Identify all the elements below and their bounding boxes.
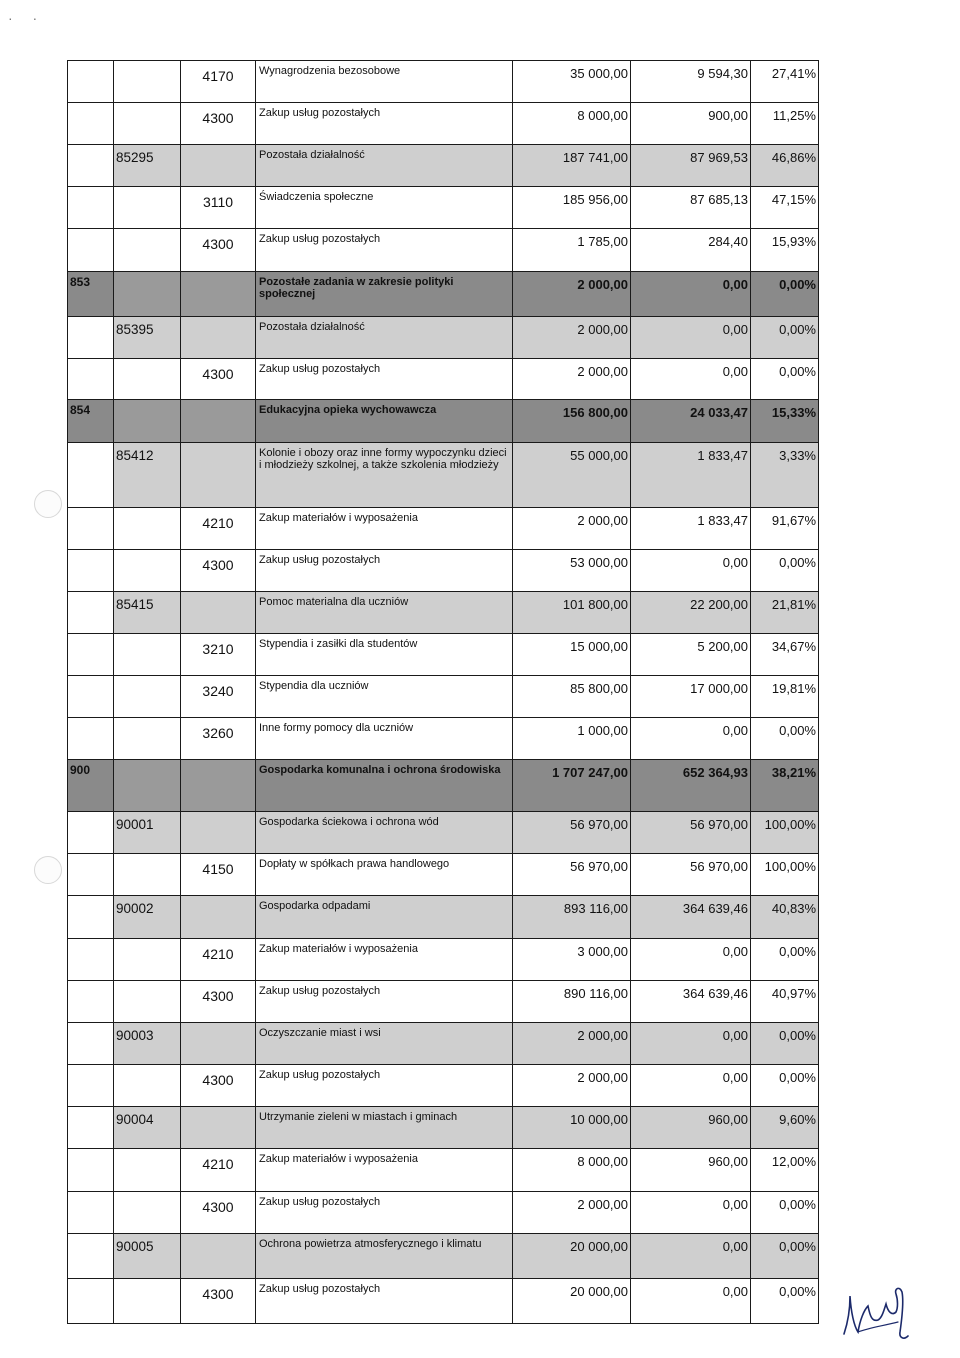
plan-amount-cell: 187 741,00 (513, 145, 631, 187)
table-row (68, 981, 819, 1023)
paragraf-cell: 4300 (181, 1192, 256, 1234)
dzial-cell (68, 1107, 114, 1149)
plan-amount-cell: 20 000,00 (513, 1279, 631, 1324)
dzial-cell (68, 981, 114, 1023)
execution-amount-cell: 900,00 (631, 103, 751, 145)
rozdzial-cell (114, 400, 181, 443)
budget-table-body (68, 61, 819, 1324)
paragraf-cell: 4170 (181, 61, 256, 103)
description-cell: Kolonie i obozy oraz inne formy wypoczynku dzieci i młodzieży szkolnej, a także szkolenia młodzieży (256, 443, 513, 508)
rozdzial-cell (114, 229, 181, 272)
table-row (68, 760, 819, 812)
execution-amount-cell: 0,00 (631, 939, 751, 981)
description-cell: Ochrona powietrza atmosferycznego i klimatu (256, 1234, 513, 1279)
execution-amount-cell: 0,00 (631, 317, 751, 359)
rozdzial-cell: 90003 (114, 1023, 181, 1065)
rozdzial-cell (114, 854, 181, 896)
paragraf-cell: 4300 (181, 359, 256, 400)
table-row (68, 145, 819, 187)
paragraf-cell (181, 896, 256, 939)
table-row (68, 103, 819, 145)
table-row (68, 550, 819, 592)
dzial-cell: 853 (68, 272, 114, 317)
dzial-cell (68, 634, 114, 676)
dzial-cell (68, 1149, 114, 1192)
dzial-cell (68, 187, 114, 229)
paragraf-cell (181, 760, 256, 812)
paragraf-cell (181, 1107, 256, 1149)
plan-amount-cell: 2 000,00 (513, 272, 631, 317)
plan-amount-cell: 20 000,00 (513, 1234, 631, 1279)
plan-amount-cell: 56 970,00 (513, 854, 631, 896)
rozdzial-cell (114, 1149, 181, 1192)
description-cell: Zakup materiałów i wyposażenia (256, 508, 513, 550)
plan-amount-cell: 3 000,00 (513, 939, 631, 981)
description-cell: Zakup materiałów i wyposażenia (256, 939, 513, 981)
table-row (68, 676, 819, 718)
plan-amount-cell: 10 000,00 (513, 1107, 631, 1149)
execution-amount-cell: 364 639,46 (631, 896, 751, 939)
description-cell: Pozostała działalność (256, 317, 513, 359)
percent-cell: 38,21% (751, 760, 819, 812)
description-cell: Gospodarka komunalna i ochrona środowiska (256, 760, 513, 812)
plan-amount-cell: 2 000,00 (513, 317, 631, 359)
description-cell: Gospodarka ściekowa i ochrona wód (256, 812, 513, 854)
table-row (68, 1192, 819, 1234)
rozdzial-cell (114, 359, 181, 400)
handwritten-signature (838, 1282, 916, 1344)
plan-amount-cell: 185 956,00 (513, 187, 631, 229)
paragraf-cell: 4210 (181, 939, 256, 981)
execution-amount-cell: 0,00 (631, 718, 751, 760)
plan-amount-cell: 1 707 247,00 (513, 760, 631, 812)
rozdzial-cell (114, 634, 181, 676)
execution-amount-cell: 1 833,47 (631, 443, 751, 508)
paragraf-cell (181, 1023, 256, 1065)
rozdzial-cell (114, 1065, 181, 1107)
rozdzial-cell: 90001 (114, 812, 181, 854)
dzial-cell (68, 592, 114, 634)
description-cell: Pomoc materialna dla uczniów (256, 592, 513, 634)
dzial-cell (68, 103, 114, 145)
dzial-cell (68, 145, 114, 187)
dzial-cell (68, 718, 114, 760)
percent-cell: 34,67% (751, 634, 819, 676)
execution-amount-cell: 0,00 (631, 1065, 751, 1107)
percent-cell: 0,00% (751, 718, 819, 760)
percent-cell: 15,93% (751, 229, 819, 272)
table-row (68, 634, 819, 676)
rozdzial-cell (114, 1279, 181, 1324)
rozdzial-cell: 90002 (114, 896, 181, 939)
description-cell: Wynagrodzenia bezosobowe (256, 61, 513, 103)
percent-cell: 0,00% (751, 1065, 819, 1107)
plan-amount-cell: 2 000,00 (513, 1192, 631, 1234)
plan-amount-cell: 2 000,00 (513, 359, 631, 400)
table-row (68, 317, 819, 359)
table-row (68, 1279, 819, 1324)
paragraf-cell: 4210 (181, 508, 256, 550)
paragraf-cell: 4300 (181, 1065, 256, 1107)
percent-cell: 100,00% (751, 854, 819, 896)
plan-amount-cell: 56 970,00 (513, 812, 631, 854)
paragraf-cell: 3240 (181, 676, 256, 718)
percent-cell: 0,00% (751, 317, 819, 359)
rozdzial-cell (114, 939, 181, 981)
description-cell: Zakup usług pozostałych (256, 1065, 513, 1107)
paragraf-cell: 4300 (181, 550, 256, 592)
budget-table (67, 60, 819, 1324)
execution-amount-cell: 0,00 (631, 1234, 751, 1279)
rozdzial-cell (114, 676, 181, 718)
dzial-cell (68, 317, 114, 359)
plan-amount-cell: 101 800,00 (513, 592, 631, 634)
rozdzial-cell (114, 550, 181, 592)
paragraf-cell: 4150 (181, 854, 256, 896)
dzial-cell (68, 1234, 114, 1279)
execution-amount-cell: 5 200,00 (631, 634, 751, 676)
paragraf-cell: 4300 (181, 981, 256, 1023)
rozdzial-cell (114, 187, 181, 229)
plan-amount-cell: 55 000,00 (513, 443, 631, 508)
punch-hole-top (34, 490, 62, 518)
rozdzial-cell: 85395 (114, 317, 181, 359)
table-row (68, 718, 819, 760)
paragraf-cell (181, 400, 256, 443)
table-row (68, 1023, 819, 1065)
percent-cell: 0,00% (751, 359, 819, 400)
paragraf-cell: 3260 (181, 718, 256, 760)
execution-amount-cell: 0,00 (631, 272, 751, 317)
paragraf-cell (181, 272, 256, 317)
plan-amount-cell: 8 000,00 (513, 103, 631, 145)
dzial-cell (68, 1023, 114, 1065)
dzial-cell (68, 676, 114, 718)
description-cell: Zakup usług pozostałych (256, 550, 513, 592)
description-cell: Zakup usług pozostałych (256, 1192, 513, 1234)
table-row (68, 272, 819, 317)
percent-cell: 0,00% (751, 1234, 819, 1279)
rozdzial-cell: 90005 (114, 1234, 181, 1279)
plan-amount-cell: 85 800,00 (513, 676, 631, 718)
rozdzial-cell (114, 981, 181, 1023)
plan-amount-cell: 53 000,00 (513, 550, 631, 592)
dzial-cell (68, 896, 114, 939)
table-row (68, 896, 819, 939)
plan-amount-cell: 15 000,00 (513, 634, 631, 676)
table-row (68, 508, 819, 550)
paragraf-cell: 4300 (181, 229, 256, 272)
punch-hole-bottom (34, 856, 62, 884)
rozdzial-cell: 85415 (114, 592, 181, 634)
dzial-cell (68, 550, 114, 592)
dzial-cell (68, 508, 114, 550)
scan-specks: · · (8, 10, 46, 26)
plan-amount-cell: 893 116,00 (513, 896, 631, 939)
description-cell: Pozostała działalność (256, 145, 513, 187)
description-cell: Świadczenia społeczne (256, 187, 513, 229)
percent-cell: 0,00% (751, 939, 819, 981)
plan-amount-cell: 8 000,00 (513, 1149, 631, 1192)
plan-amount-cell: 2 000,00 (513, 508, 631, 550)
percent-cell: 91,67% (751, 508, 819, 550)
paragraf-cell: 4210 (181, 1149, 256, 1192)
table-row (68, 592, 819, 634)
percent-cell: 9,60% (751, 1107, 819, 1149)
paragraf-cell: 3110 (181, 187, 256, 229)
dzial-cell (68, 443, 114, 508)
rozdzial-cell: 90004 (114, 1107, 181, 1149)
description-cell: Zakup usług pozostałych (256, 359, 513, 400)
percent-cell: 19,81% (751, 676, 819, 718)
rozdzial-cell: 85412 (114, 443, 181, 508)
plan-amount-cell: 156 800,00 (513, 400, 631, 443)
execution-amount-cell: 960,00 (631, 1107, 751, 1149)
execution-amount-cell: 960,00 (631, 1149, 751, 1192)
percent-cell: 11,25% (751, 103, 819, 145)
paragraf-cell (181, 1234, 256, 1279)
percent-cell: 0,00% (751, 1023, 819, 1065)
execution-amount-cell: 284,40 (631, 229, 751, 272)
percent-cell: 0,00% (751, 550, 819, 592)
execution-amount-cell: 652 364,93 (631, 760, 751, 812)
execution-amount-cell: 22 200,00 (631, 592, 751, 634)
execution-amount-cell: 56 970,00 (631, 854, 751, 896)
table-row (68, 1107, 819, 1149)
percent-cell: 3,33% (751, 443, 819, 508)
description-cell: Zakup usług pozostałych (256, 981, 513, 1023)
table-row (68, 229, 819, 272)
percent-cell: 15,33% (751, 400, 819, 443)
table-row (68, 359, 819, 400)
execution-amount-cell: 1 833,47 (631, 508, 751, 550)
description-cell: Gospodarka odpadami (256, 896, 513, 939)
dzial-cell (68, 229, 114, 272)
rozdzial-cell (114, 508, 181, 550)
dzial-cell (68, 939, 114, 981)
percent-cell: 12,00% (751, 1149, 819, 1192)
execution-amount-cell: 87 685,13 (631, 187, 751, 229)
rozdzial-cell (114, 760, 181, 812)
description-cell: Zakup usług pozostałych (256, 229, 513, 272)
description-cell: Edukacyjna opieka wychowawcza (256, 400, 513, 443)
table-row (68, 400, 819, 443)
table-row (68, 854, 819, 896)
percent-cell: 0,00% (751, 1279, 819, 1324)
paragraf-cell (181, 812, 256, 854)
dzial-cell (68, 812, 114, 854)
table-row (68, 443, 819, 508)
paragraf-cell (181, 317, 256, 359)
table-row (68, 1234, 819, 1279)
percent-cell: 40,97% (751, 981, 819, 1023)
table-row (68, 187, 819, 229)
rozdzial-cell (114, 61, 181, 103)
plan-amount-cell: 35 000,00 (513, 61, 631, 103)
rozdzial-cell (114, 1192, 181, 1234)
paragraf-cell (181, 443, 256, 508)
percent-cell: 47,15% (751, 187, 819, 229)
plan-amount-cell: 2 000,00 (513, 1023, 631, 1065)
execution-amount-cell: 0,00 (631, 550, 751, 592)
description-cell: Utrzymanie zieleni w miastach i gminach (256, 1107, 513, 1149)
rozdzial-cell (114, 718, 181, 760)
dzial-cell (68, 854, 114, 896)
description-cell: Pozostałe zadania w zakresie polityki społecznej (256, 272, 513, 317)
dzial-cell: 900 (68, 760, 114, 812)
description-cell: Zakup materiałów i wyposażenia (256, 1149, 513, 1192)
description-cell: Stypendia i zasiłki dla studentów (256, 634, 513, 676)
table-row (68, 61, 819, 103)
execution-amount-cell: 0,00 (631, 1192, 751, 1234)
description-cell: Stypendia dla uczniów (256, 676, 513, 718)
execution-amount-cell: 0,00 (631, 1279, 751, 1324)
percent-cell: 0,00% (751, 1192, 819, 1234)
percent-cell: 40,83% (751, 896, 819, 939)
percent-cell: 46,86% (751, 145, 819, 187)
plan-amount-cell: 1 785,00 (513, 229, 631, 272)
paragraf-cell (181, 145, 256, 187)
execution-amount-cell: 9 594,30 (631, 61, 751, 103)
dzial-cell: 854 (68, 400, 114, 443)
rozdzial-cell (114, 103, 181, 145)
dzial-cell (68, 61, 114, 103)
execution-amount-cell: 364 639,46 (631, 981, 751, 1023)
paragraf-cell: 4300 (181, 1279, 256, 1324)
execution-amount-cell: 0,00 (631, 359, 751, 400)
paragraf-cell (181, 592, 256, 634)
execution-amount-cell: 24 033,47 (631, 400, 751, 443)
plan-amount-cell: 1 000,00 (513, 718, 631, 760)
execution-amount-cell: 56 970,00 (631, 812, 751, 854)
table-row (68, 1065, 819, 1107)
table-row (68, 1149, 819, 1192)
execution-amount-cell: 17 000,00 (631, 676, 751, 718)
description-cell: Zakup usług pozostałych (256, 1279, 513, 1324)
dzial-cell (68, 359, 114, 400)
description-cell: Zakup usług pozostałych (256, 103, 513, 145)
percent-cell: 0,00% (751, 272, 819, 317)
plan-amount-cell: 890 116,00 (513, 981, 631, 1023)
percent-cell: 21,81% (751, 592, 819, 634)
execution-amount-cell: 0,00 (631, 1023, 751, 1065)
percent-cell: 100,00% (751, 812, 819, 854)
paragraf-cell: 3210 (181, 634, 256, 676)
dzial-cell (68, 1192, 114, 1234)
paragraf-cell: 4300 (181, 103, 256, 145)
plan-amount-cell: 2 000,00 (513, 1065, 631, 1107)
execution-amount-cell: 87 969,53 (631, 145, 751, 187)
dzial-cell (68, 1279, 114, 1324)
percent-cell: 27,41% (751, 61, 819, 103)
rozdzial-cell: 85295 (114, 145, 181, 187)
table-row (68, 939, 819, 981)
description-cell: Dopłaty w spółkach prawa handlowego (256, 854, 513, 896)
rozdzial-cell (114, 272, 181, 317)
dzial-cell (68, 1065, 114, 1107)
table-row (68, 812, 819, 854)
description-cell: Oczyszczanie miast i wsi (256, 1023, 513, 1065)
description-cell: Inne formy pomocy dla uczniów (256, 718, 513, 760)
